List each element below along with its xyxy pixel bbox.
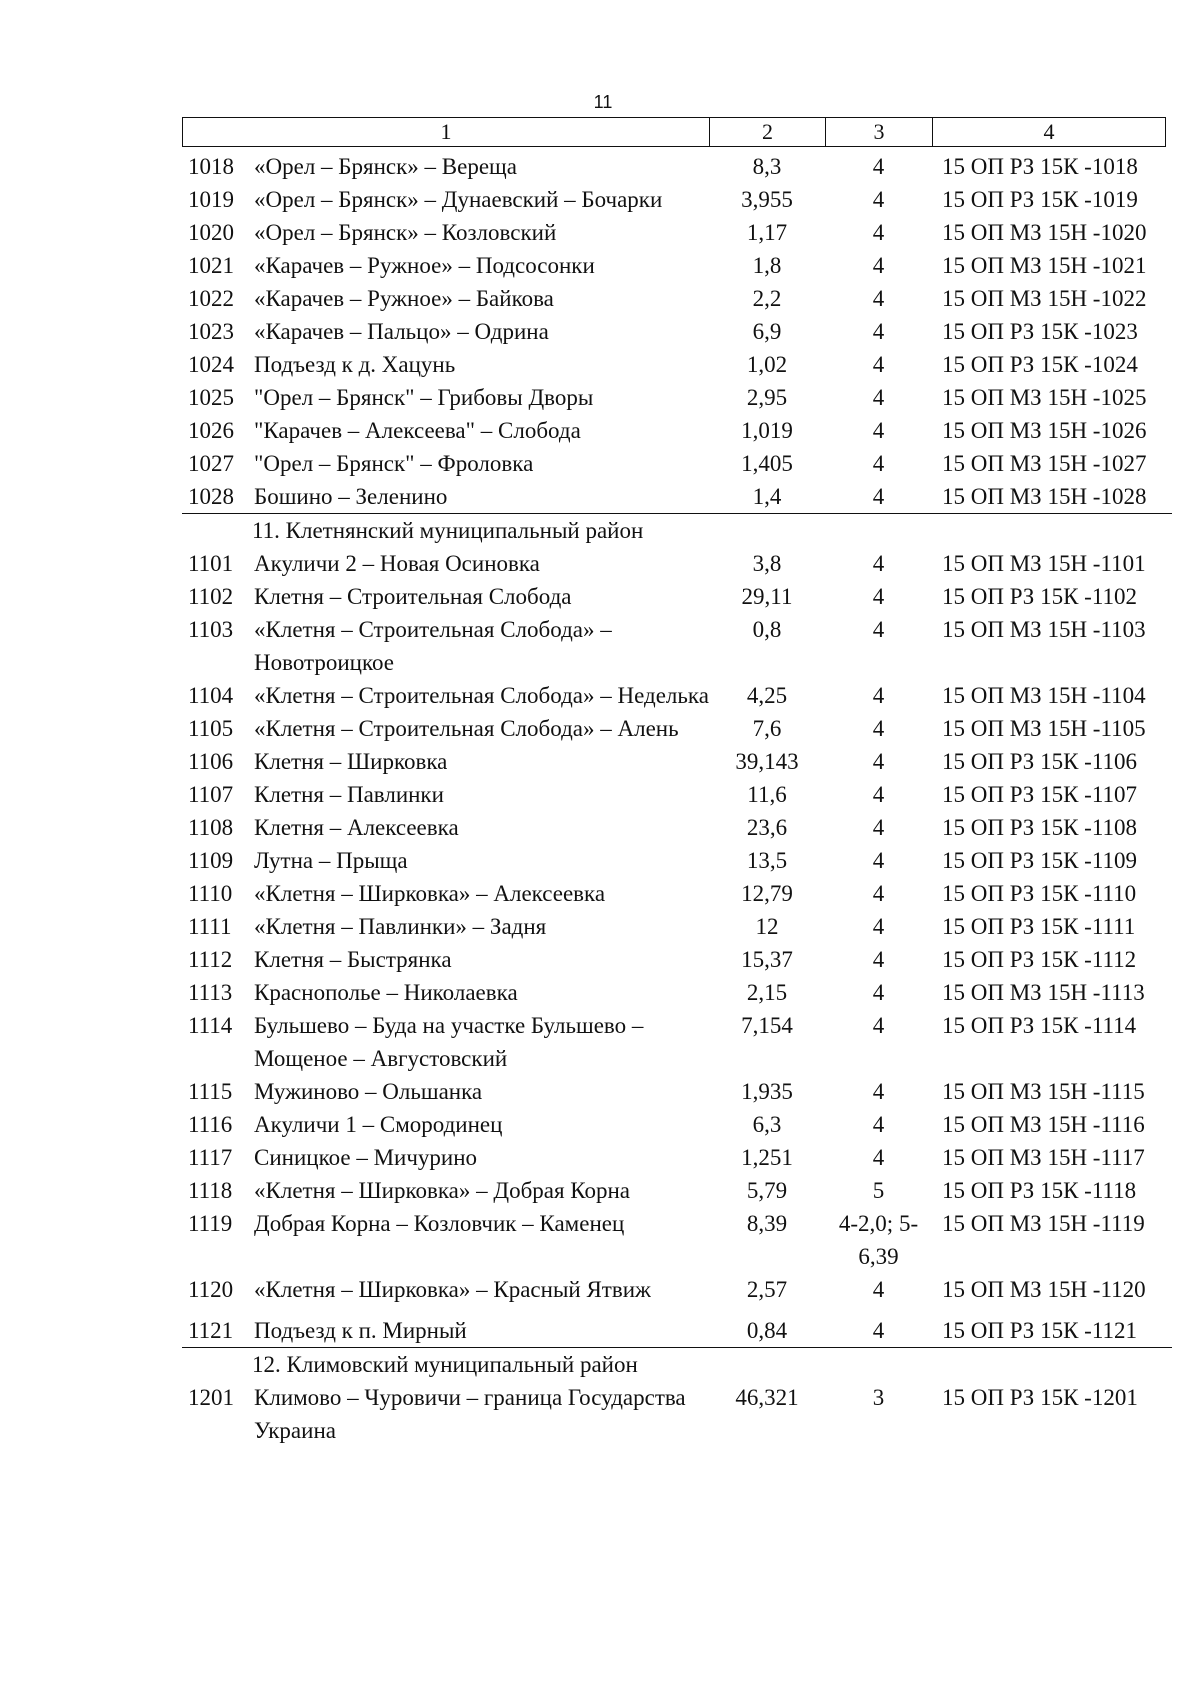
table-row [182,877,1172,910]
table-row [182,480,1172,514]
road-name: Клетня – Быстрянка [254,947,452,972]
table-row [182,1207,1172,1273]
table-row [182,1075,1172,1108]
road-code: 15 ОП РЗ 15К -1107 [942,782,1137,807]
road-length: 0,8 [752,617,782,642]
road-number: 1020 [188,220,234,245]
road-name: «Клетня – Ширковка» – Добрая Корна [254,1178,631,1203]
table-row [182,580,1172,613]
table-row [182,1141,1172,1174]
road-number: 1024 [188,352,234,377]
road-name: Акуличи 2 – Новая Осиновка [254,551,540,576]
road-code: 15 ОП МЗ 15Н -1115 [942,1079,1145,1104]
road-code: 15 ОП РЗ 15К -1114 [942,1013,1137,1038]
road-category: 4 [872,683,885,708]
road-category: 4 [872,914,885,939]
road-number: 1110 [188,881,233,906]
road-category: 4 [872,385,885,410]
road-code: 15 ОП РЗ 15К -1110 [942,881,1137,906]
road-code: 15 ОП РЗ 15К -1112 [942,947,1137,972]
road-code: 15 ОП РЗ 15К -1111 [942,914,1136,939]
road-number: 1112 [188,947,233,972]
table-row [182,976,1172,1009]
road-category: 4 [872,881,885,906]
road-code: 15 ОП РЗ 15К -1201 [942,1385,1138,1410]
road-category: 4 [872,848,885,873]
road-category: 4-2,0; 5-6,39 [838,1211,919,1269]
road-code: 15 ОП МЗ 15Н -1101 [942,551,1146,576]
road-length: 29,11 [741,584,793,609]
road-category: 4 [872,1318,885,1343]
road-category: 4 [872,187,885,212]
road-number: 1103 [188,617,234,642]
road-length: 12 [755,914,779,939]
table-row [182,381,1172,414]
header-col-4: 4 [1043,119,1055,144]
road-length: 3,955 [741,187,793,212]
road-number: 1106 [188,749,234,774]
road-number: 1027 [188,451,234,476]
road-code: 15 ОП МЗ 15Н -1027 [942,451,1147,476]
table-row [182,943,1172,976]
road-category: 4 [872,154,885,179]
header-col-1: 1 [183,118,710,146]
road-name: Клетня – Ширковка [254,749,448,774]
road-name: «Карачев – Пальцо» – Одрина [254,319,549,344]
road-category: 4 [872,352,885,377]
table-row [182,249,1172,282]
road-length: 1,019 [741,418,793,443]
table-row [182,613,1172,679]
table-row [182,1108,1172,1141]
road-code: 15 ОП МЗ 15Н -1119 [942,1211,1145,1236]
table-row [182,679,1172,712]
road-category: 4 [872,947,885,972]
section-heading: 11. Клетнянский муниципальный район [252,518,644,543]
table-row [182,844,1172,877]
road-category: 4 [872,1013,885,1038]
table-row [182,282,1172,315]
road-length: 7,6 [752,716,782,741]
road-number: 1028 [188,484,234,509]
road-number: 1119 [188,1211,233,1236]
road-name: "Карачев – Алексеева" – Слобода [254,418,581,443]
road-name: "Орел – Брянск" – Грибовы Дворы [254,385,594,410]
road-category: 4 [872,551,885,576]
road-category: 4 [872,749,885,774]
table-row [182,183,1172,216]
road-code: 15 ОП РЗ 15К -1108 [942,815,1137,840]
road-category: 4 [872,253,885,278]
road-name: Добрая Корна – Козловчик – Каменец [254,1211,625,1236]
table-row [182,150,1172,183]
road-category: 4 [872,1079,885,1104]
road-number: 1118 [188,1178,233,1203]
road-code: 15 ОП МЗ 15Н -1103 [942,617,1146,642]
table-row [182,910,1172,943]
road-category: 4 [872,286,885,311]
road-category: 4 [872,617,885,642]
road-number: 1120 [188,1277,234,1302]
table-body [182,150,1172,1447]
road-name: «Клетня – Строительная Слобода» – Алень [254,716,679,741]
road-name: Климово – Чуровичи – граница Государства Украина [254,1385,686,1443]
road-code: 15 ОП РЗ 15К -1102 [942,584,1137,609]
road-number: 1113 [188,980,233,1005]
road-name: «Клетня – Ширковка» – Алексеевка [254,881,606,906]
road-code: 15 ОП РЗ 15К -1106 [942,749,1137,774]
road-length: 1,935 [741,1079,793,1104]
table-header [182,117,1166,147]
road-length: 46,321 [735,1385,799,1410]
road-code: 15 ОП РЗ 15К -1018 [942,154,1138,179]
road-code: 15 ОП МЗ 15Н -1026 [942,418,1147,443]
road-length: 8,3 [752,154,782,179]
road-code: 15 ОП МЗ 15Н -1020 [942,220,1147,245]
road-length: 1,4 [752,484,782,509]
road-name: «Орел – Брянск» – Вереща [254,154,517,179]
road-number: 1115 [188,1079,233,1104]
road-category: 4 [872,782,885,807]
road-length: 2,95 [746,385,788,410]
road-length: 5,79 [746,1178,788,1203]
road-category: 4 [872,220,885,245]
road-code: 15 ОП МЗ 15Н -1022 [942,286,1147,311]
road-code: 15 ОП РЗ 15К -1023 [942,319,1138,344]
road-length: 13,5 [746,848,788,873]
road-name: «Клетня – Павлинки» – Задня [254,914,547,939]
road-name: Подъезд к д. Хацунь [254,352,456,377]
road-name: «Орел – Брянск» – Козловский [254,220,557,245]
road-code: 15 ОП РЗ 15К -1019 [942,187,1138,212]
road-code: 15 ОП РЗ 15К -1121 [942,1318,1137,1343]
road-name: Мужиново – Ольшанка [254,1079,483,1104]
road-length: 6,9 [752,319,782,344]
table-row [182,778,1172,811]
road-category: 4 [872,319,885,344]
road-number: 1114 [188,1013,233,1038]
road-number: 1201 [188,1385,234,1410]
road-name: «Клетня – Строительная Слобода» – Неделька [254,683,709,708]
road-number: 1107 [188,782,234,807]
road-length: 3,8 [752,551,782,576]
table-row [182,712,1172,745]
road-length: 1,02 [746,352,788,377]
road-code: 15 ОП МЗ 15Н -1117 [942,1145,1145,1170]
road-code: 15 ОП РЗ 15К -1118 [942,1178,1137,1203]
table-row [182,745,1172,778]
table-row [182,1314,1172,1348]
table-row [182,348,1172,381]
road-category: 4 [872,1112,885,1137]
road-code: 15 ОП МЗ 15Н -1116 [942,1112,1145,1137]
road-length: 1,251 [741,1145,793,1170]
road-name: «Карачев – Ружное» – Подсосонки [254,253,595,278]
road-number: 1026 [188,418,234,443]
road-length: 8,39 [746,1211,788,1236]
road-number: 1117 [188,1145,233,1170]
road-number: 1105 [188,716,234,741]
road-length: 2,2 [752,286,782,311]
road-number: 1116 [188,1112,233,1137]
header-col-2: 2 [710,118,826,146]
road-name: Подъезд к п. Мирный [254,1318,467,1343]
road-name: Акуличи 1 – Смородинец [254,1112,503,1137]
table-row [182,1381,1172,1447]
table-row [182,1174,1172,1207]
road-code: 15 ОП МЗ 15Н -1028 [942,484,1147,509]
road-name: Лутна – Прыща [254,848,408,873]
road-number: 1023 [188,319,234,344]
road-number: 1109 [188,848,234,873]
road-category: 4 [872,716,885,741]
road-length: 1,17 [746,220,788,245]
road-name: Бошино – Зеленино [254,484,448,509]
road-number: 1101 [188,551,234,576]
table-row [182,811,1172,844]
road-code: 15 ОП МЗ 15Н -1104 [942,683,1146,708]
table-row [182,447,1172,480]
road-name: "Орел – Брянск" – Фроловка [254,451,534,476]
road-category: 3 [872,1385,885,1410]
road-length: 4,25 [746,683,788,708]
road-length: 6,3 [752,1112,782,1137]
road-category: 4 [872,451,885,476]
road-length: 12,79 [741,881,793,906]
table-row [182,414,1172,447]
road-number: 1019 [188,187,234,212]
road-number: 1121 [188,1318,234,1343]
road-name: Клетня – Строительная Слобода [254,584,572,609]
table-row [182,1273,1172,1306]
road-length: 15,37 [741,947,793,972]
header-col-3: 3 [826,118,933,146]
table-row [182,547,1172,580]
table-row [182,216,1172,249]
road-name: «Орел – Брянск» – Дунаевский – Бочарки [254,187,663,212]
road-code: 15 ОП МЗ 15Н -1025 [942,385,1147,410]
road-length: 7,154 [741,1013,793,1038]
road-name: «Карачев – Ружное» – Байкова [254,286,554,311]
road-category: 4 [872,980,885,1005]
road-length: 23,6 [746,815,788,840]
road-name: Клетня – Алексеевка [254,815,459,840]
road-length: 39,143 [735,749,799,774]
road-code: 15 ОП РЗ 15К -1024 [942,352,1138,377]
road-code: 15 ОП МЗ 15Н -1113 [942,980,1145,1005]
road-length: 11,6 [747,782,787,807]
road-category: 4 [872,1145,885,1170]
table-row [182,315,1172,348]
table-row [182,1009,1172,1075]
road-number: 1022 [188,286,234,311]
road-name: Синицкое – Мичурино [254,1145,478,1170]
road-number: 1018 [188,154,234,179]
road-name: Краснополье – Николаевка [254,980,518,1005]
road-length: 1,8 [752,253,782,278]
road-number: 1021 [188,253,234,278]
road-number: 1104 [188,683,234,708]
road-number: 1025 [188,385,234,410]
road-number: 1111 [188,914,232,939]
road-name: Клетня – Павлинки [254,782,444,807]
road-category: 4 [872,584,885,609]
road-name: Бульшево – Буда на участке Бульшево – Мощеное – Августовский [254,1013,644,1071]
section-heading: 12. Климовский муниципальный район [252,1352,638,1377]
road-length: 0,84 [746,1318,788,1343]
page-number: 11 [593,92,613,112]
road-category: 5 [872,1178,885,1203]
road-category: 4 [872,418,885,443]
road-category: 4 [872,815,885,840]
road-name: «Клетня – Ширковка» – Красный Ятвиж [254,1277,651,1302]
road-number: 1108 [188,815,234,840]
road-category: 4 [872,484,885,509]
road-code: 15 ОП МЗ 15Н -1120 [942,1277,1146,1302]
road-length: 1,405 [741,451,793,476]
road-code: 15 ОП МЗ 15Н -1105 [942,716,1146,741]
road-name: «Клетня – Строительная Слобода» – Новотроицкое [254,617,612,675]
road-length: 2,57 [746,1277,788,1302]
road-category: 4 [872,1277,885,1302]
road-code: 15 ОП РЗ 15К -1109 [942,848,1137,873]
road-number: 1102 [188,584,234,609]
road-code: 15 ОП МЗ 15Н -1021 [942,253,1147,278]
road-length: 2,15 [746,980,788,1005]
